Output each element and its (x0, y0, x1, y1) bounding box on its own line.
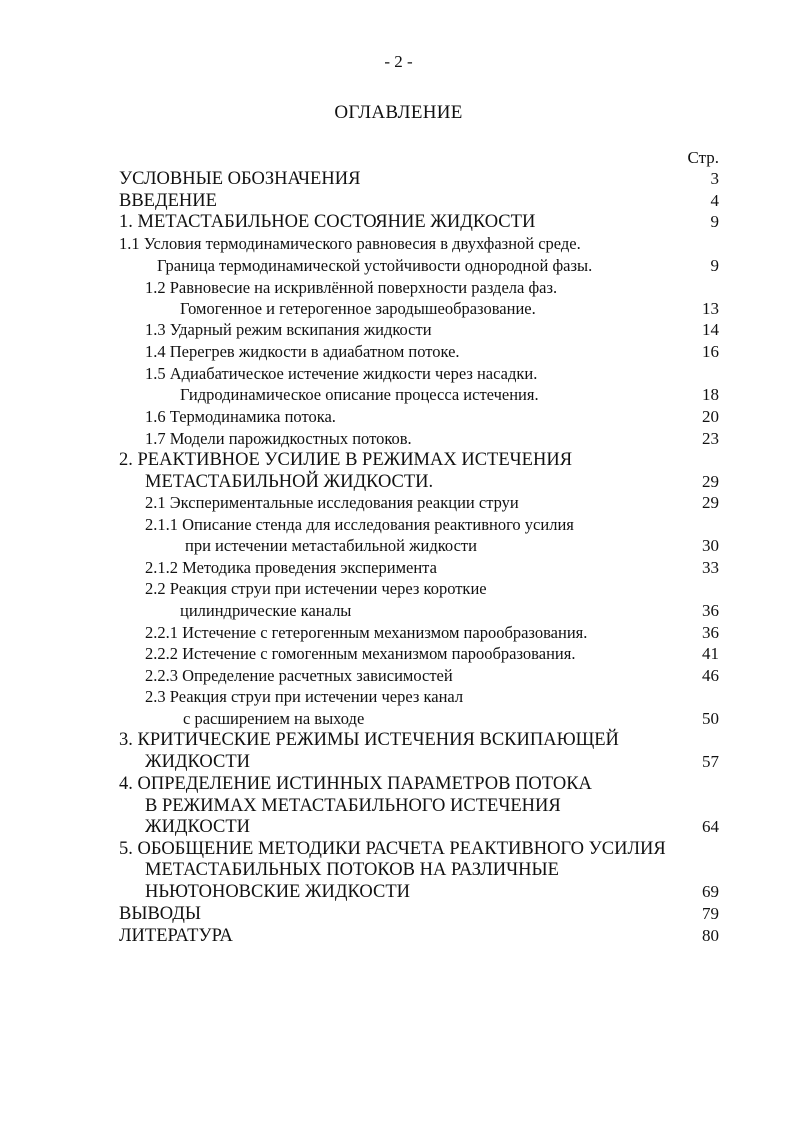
toc-entry-text: 1.4 Перегрев жидкости в адиабатном потоке. (145, 342, 460, 361)
toc-entry-text: ЛИТЕРАТУРА (119, 926, 233, 946)
toc-entry-page: 36 (702, 601, 719, 620)
toc-entry (0, 838, 719, 860)
toc-entry (0, 773, 719, 795)
page-column-label: Стр. (687, 148, 719, 167)
toc-entry (0, 881, 719, 903)
toc-entry (0, 578, 719, 600)
toc-entry (0, 795, 719, 817)
toc-entry-text: ВЫВОДЫ (119, 904, 202, 924)
toc-entry-text: 1.3 Ударный режим вскипания жидкости (145, 320, 432, 339)
toc-entry-text: НЬЮТОНОВСКИЕ ЖИДКОСТИ (145, 882, 410, 902)
toc-entry-page: 80 (702, 926, 719, 945)
toc-entry-page: 69 (702, 882, 719, 901)
toc-entry-page: 4 (710, 191, 719, 210)
toc-entry-text: 2.2.2 Истечение с гомогенным механизмом парообразования. (145, 644, 576, 663)
toc-entry-page: 36 (702, 623, 719, 642)
toc-entry-page: 29 (702, 472, 719, 491)
toc-entry-text: 3. КРИТИЧЕСКИЕ РЕЖИМЫ ИСТЕЧЕНИЯ ВСКИПАЮЩЕЙ (119, 730, 619, 750)
toc-entry-page: 64 (702, 817, 719, 836)
toc-entry (0, 535, 719, 557)
toc-entry-text: цилиндрические каналы (180, 601, 352, 620)
toc-entry (0, 277, 719, 299)
toc-entry-text: 4. ОПРЕДЕЛЕНИЕ ИСТИННЫХ ПАРАМЕТРОВ ПОТОКА (119, 774, 592, 794)
toc-entry-text: УСЛОВНЫЕ ОБОЗНАЧЕНИЯ (119, 169, 361, 189)
toc-entry-text: с расширением на выходе (183, 709, 365, 728)
toc-entry-text: 1.1 Условия термодинамического равновесия в двухфазной среде. (119, 234, 581, 253)
toc-entry (0, 406, 719, 428)
toc-entry-page: 46 (702, 666, 719, 685)
toc-entry-text: 2.2.1 Истечение с гетерогенным механизмом парообразования. (145, 623, 588, 642)
toc-entry-page: 18 (702, 385, 719, 404)
toc-entry (0, 686, 719, 708)
toc-entry-page: 30 (702, 536, 719, 555)
toc-entry-text: Гомогенное и гетерогенное зародышеобразование. (180, 299, 536, 318)
toc-entry-text: 2.1.1 Описание стенда для исследования реактивного усилия (145, 515, 574, 534)
toc-entry (0, 925, 719, 947)
toc-entry-text: В РЕЖИМАХ МЕТАСТАБИЛЬНОГО ИСТЕЧЕНИЯ (145, 796, 561, 816)
toc-entry (0, 514, 719, 536)
toc-entry (0, 816, 719, 838)
toc-entry-page: 41 (702, 644, 719, 663)
toc-entry (0, 341, 719, 363)
toc-entry-text: 5. ОБОБЩЕНИЕ МЕТОДИКИ РАСЧЕТА РЕАКТИВНОГО УСИЛИЯ (119, 839, 666, 859)
toc-entry-text: 1. МЕТАСТАБИЛЬНОЕ СОСТОЯНИЕ ЖИДКОСТИ (119, 212, 536, 232)
toc-entry-text: ЖИДКОСТИ (145, 817, 251, 837)
toc-entry (0, 729, 719, 751)
toc-entry-page: 16 (702, 342, 719, 361)
toc-entry-page: 14 (702, 320, 719, 339)
toc-entry-text: 1.5 Адиабатическое истечение жидкости через насадки. (145, 364, 538, 383)
toc-entry (0, 233, 719, 255)
toc-entry (0, 665, 719, 687)
toc-entry-text: 2.2.3 Определение расчетных зависимостей (145, 666, 453, 685)
toc-entry (0, 708, 719, 730)
toc-entry (0, 384, 719, 406)
toc-entry-text: ЖИДКОСТИ (145, 752, 251, 772)
toc-entry (0, 319, 719, 341)
toc-entry (0, 168, 719, 190)
toc-entry-page: 13 (702, 299, 719, 318)
toc-entry-text: 2.3 Реакция струи при истечении через канал (145, 687, 464, 706)
toc-entry (0, 298, 719, 320)
toc-entry-page: 50 (702, 709, 719, 728)
toc-entry-page: 3 (710, 169, 719, 188)
toc-entry-page: 9 (710, 256, 719, 275)
toc-entry-page: 9 (710, 212, 719, 231)
toc-entry-text: 1.7 Модели парожидкостных потоков. (145, 429, 412, 448)
toc-entry-page: 29 (702, 493, 719, 512)
toc-entry (0, 449, 719, 471)
toc-entry (0, 622, 719, 644)
toc-entry (0, 471, 719, 493)
toc-entry (0, 255, 719, 277)
toc-entry-page: 20 (702, 407, 719, 426)
toc-entry (0, 557, 719, 579)
toc-entry (0, 428, 719, 450)
toc-entry-text: 2.1.2 Методика проведения эксперимента (145, 558, 437, 577)
toc-entry-text: 2. РЕАКТИВНОЕ УСИЛИЕ В РЕЖИМАХ ИСТЕЧЕНИЯ (119, 450, 573, 470)
toc-entry-text: Гидродинамическое описание процесса истечения. (180, 385, 539, 404)
toc-entry-text: МЕТАСТАБИЛЬНОЙ ЖИДКОСТИ. (145, 472, 434, 492)
toc-entry (0, 600, 719, 622)
toc-entry-text: 2.1 Экспериментальные исследования реакции струи (145, 493, 519, 512)
toc-entry (0, 751, 719, 773)
toc-entry-page: 57 (702, 752, 719, 771)
toc-entry-text: МЕТАСТАБИЛЬНЫХ ПОТОКОВ НА РАЗЛИЧНЫЕ (145, 860, 559, 880)
toc-entry (0, 859, 719, 881)
toc-entry (0, 903, 719, 925)
page-title: ОГЛАВЛЕНИЕ (334, 102, 463, 123)
toc-entry (0, 211, 719, 233)
toc-entry (0, 643, 719, 665)
page-number: - 2 - (384, 52, 413, 71)
toc-entry (0, 363, 719, 385)
toc-entry-text: 1.2 Равновесие на искривлённой поверхности раздела фаз. (145, 278, 558, 297)
toc-entry (0, 492, 719, 514)
toc-entry-text: 2.2 Реакция струи при истечении через короткие (145, 579, 487, 598)
toc-entry-page: 23 (702, 429, 719, 448)
toc-entry-text: Граница термодинамической устойчивости однородной фазы. (157, 256, 593, 275)
toc-entry-page: 33 (702, 558, 719, 577)
toc-entry-text: 1.6 Термодинамика потока. (145, 407, 336, 426)
toc-entry-text: при истечении метастабильной жидкости (185, 536, 477, 555)
toc-entry (0, 190, 719, 212)
toc-entry-text: ВВЕДЕНИЕ (119, 191, 217, 211)
toc-entry-page: 79 (702, 904, 719, 923)
